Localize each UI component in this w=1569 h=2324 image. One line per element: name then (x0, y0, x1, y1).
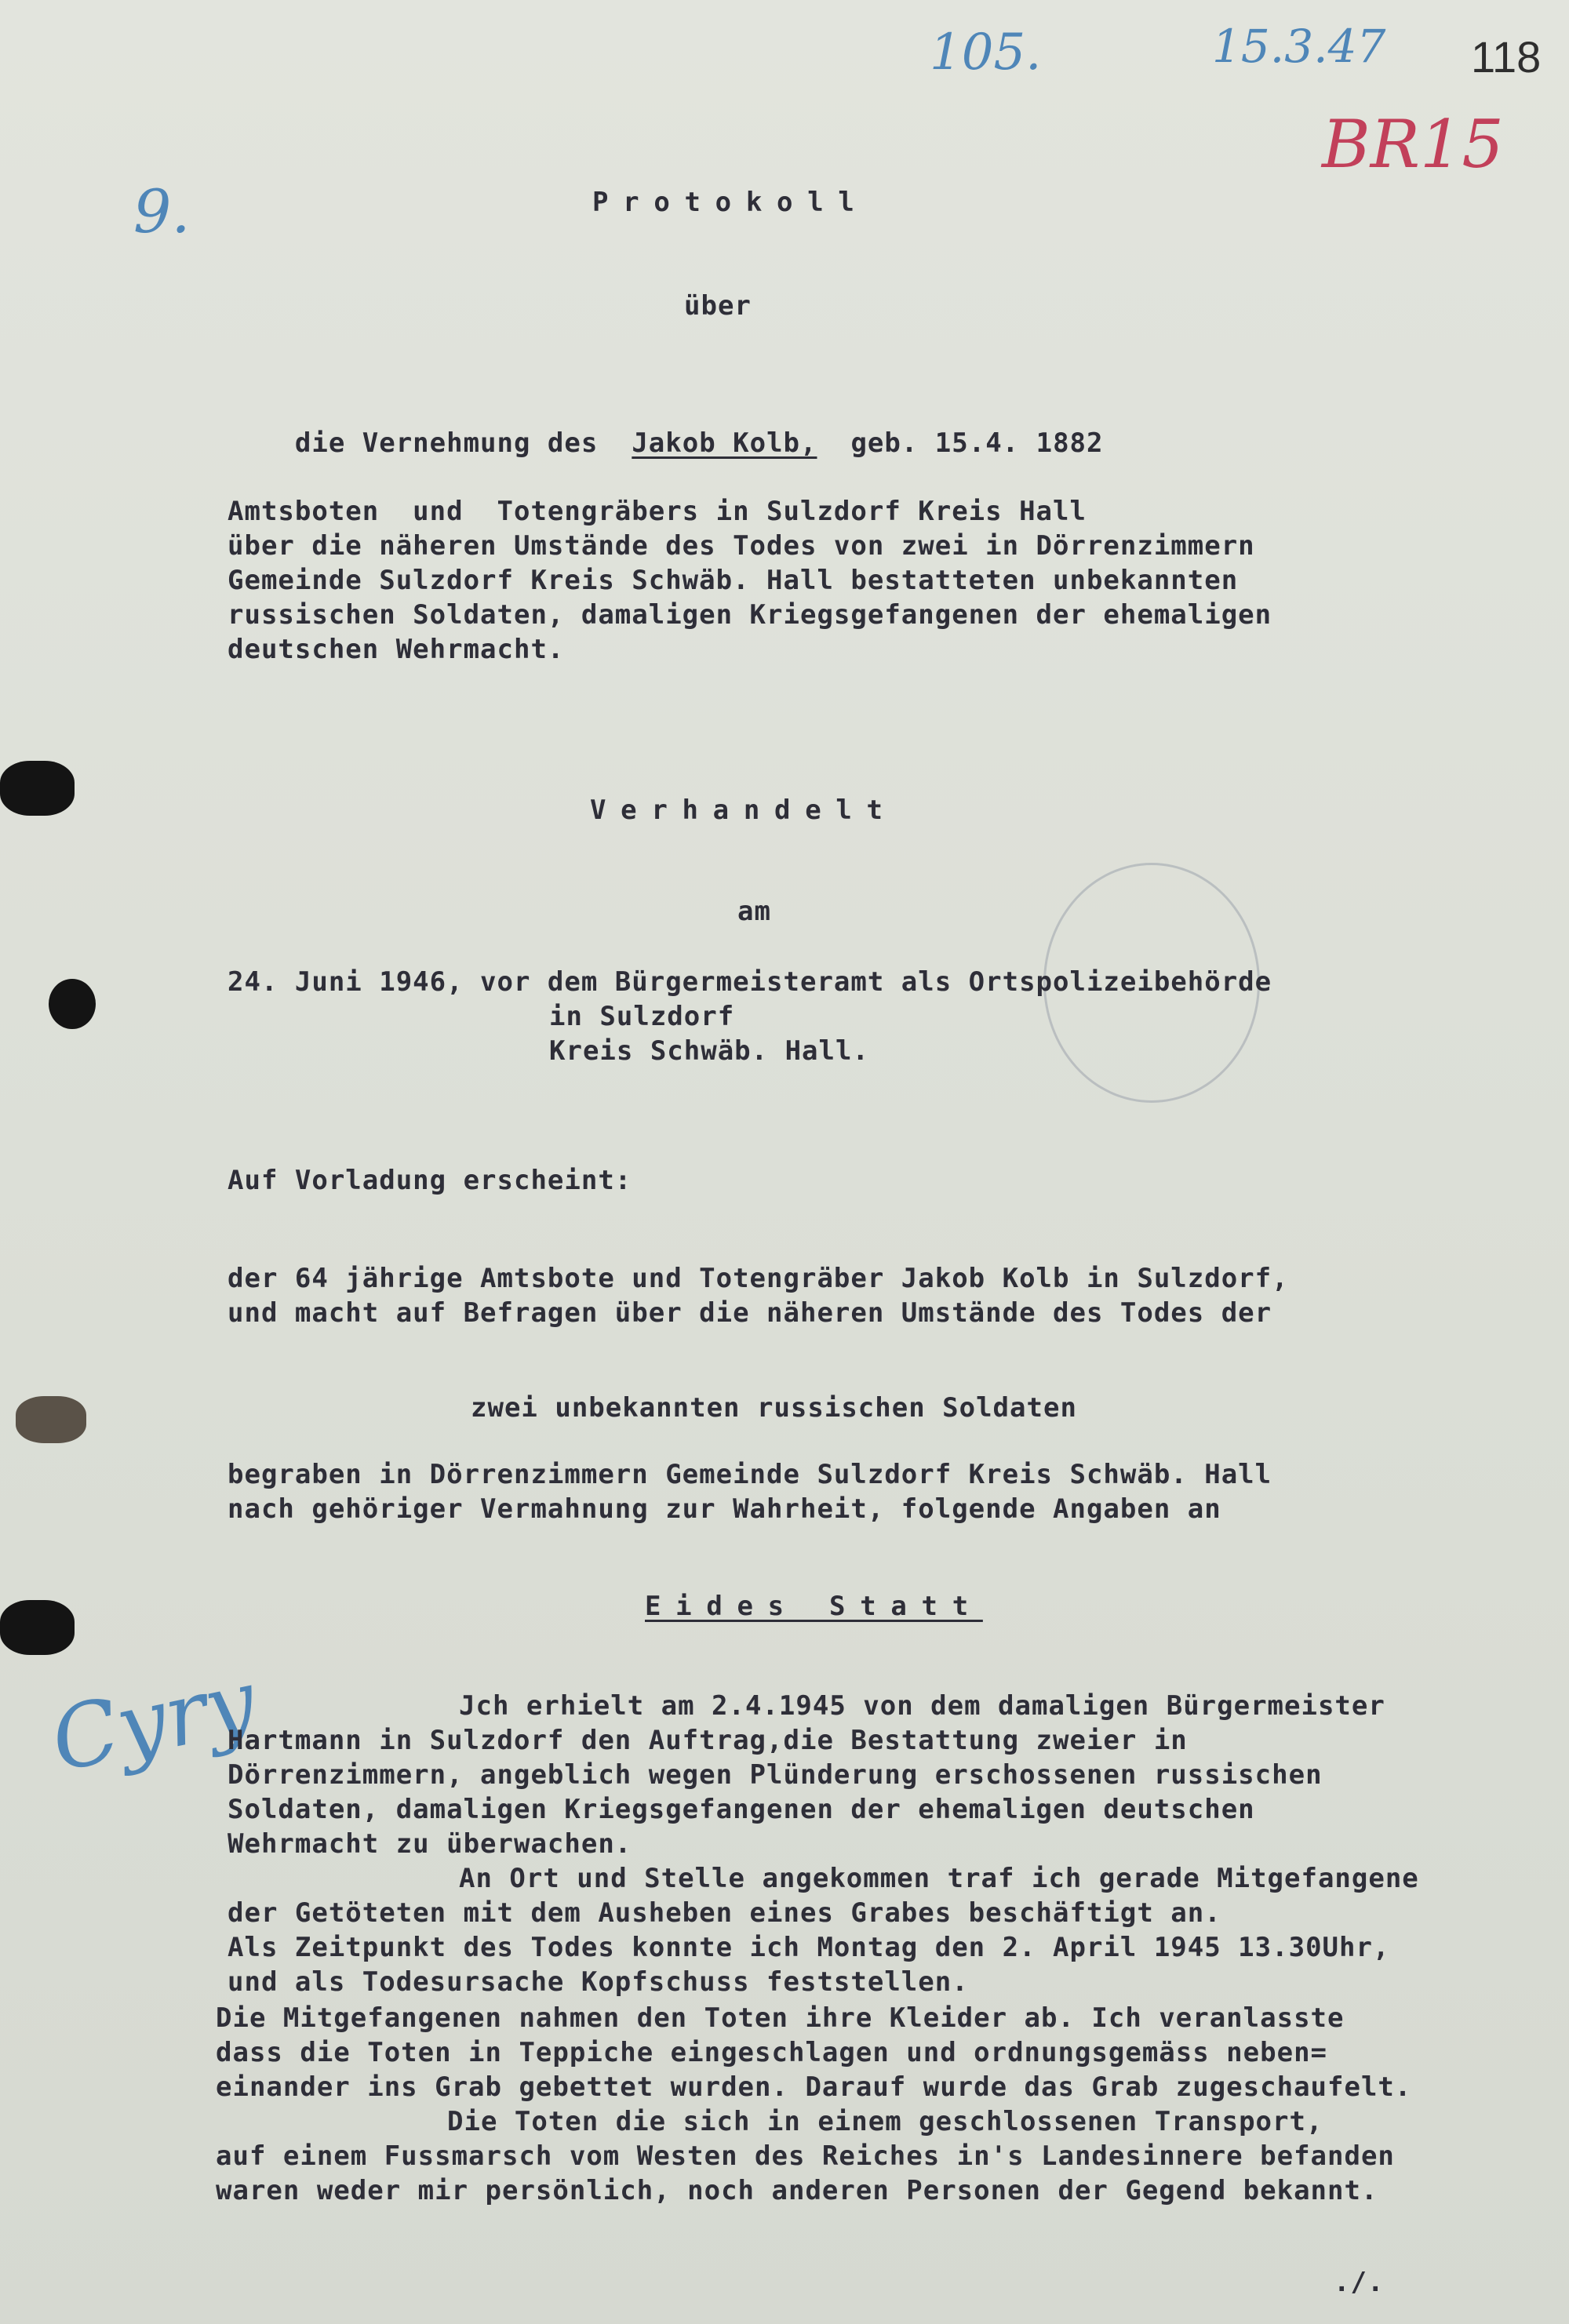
punch-hole-2 (49, 979, 96, 1029)
intro-line: über die näheren Umstände des Todes von zwei in Dörrenzimmern (228, 530, 1255, 562)
statement-line: Dörrenzimmern, angeblich wegen Plünderung erschossenen russischen (228, 1759, 1323, 1791)
intro-line: Gemeinde Sulzdorf Kreis Schwäb. Hall bestatteten unbekannten (228, 565, 1239, 596)
top-number-annotation: 105. (930, 24, 1042, 82)
left-margin-mark: 9. (133, 176, 191, 246)
subject-name: Jakob Kolb, (632, 427, 817, 459)
vorladung-label: Auf Vorladung erscheint: (228, 1165, 632, 1196)
statement-line: der Getöteten mit dem Ausheben eines Grabes beschäftigt an. (228, 1897, 1221, 1929)
punch-hole-4 (0, 1600, 75, 1655)
verhandelt-line: 24. Juni 1946, vor dem Bürgermeisteramt als Ortspolizeibehörde (228, 966, 1272, 998)
intro-line: Amtsboten und Totengräbers in Sulzdorf Kreis Hall (228, 496, 1087, 527)
person-line: der 64 jährige Amtsbote und Totengräber Jakob Kolb in Sulzdorf, (228, 1263, 1289, 1294)
statement-line: Die Toten die sich in einem geschlossenen Transport, (447, 2106, 1323, 2137)
document-title: Protokoll (592, 187, 869, 218)
subject-line (228, 396, 1103, 490)
burial-line: nach gehöriger Vermahnung zur Wahrheit, folgende Angaben an (228, 1493, 1221, 1525)
top-date-annotation: 15.3.47 (1212, 20, 1386, 73)
statement-line: Jch erhielt am 2.4.1945 von dem damaligen Bürgermeister (459, 1690, 1385, 1722)
eides-statt-heading: Eides Statt (645, 1591, 983, 1622)
statement-line: dass die Toten in Teppiche eingeschlagen und ordnungsgemäss neben= (216, 2037, 1328, 2068)
subject-birth: geb. 15.4. 1882 (850, 427, 1104, 459)
statement-line: Die Mitgefangenen nahmen den Toten ihre Kleider ab. Ich veranlasste (216, 2002, 1345, 2034)
statement-line: Wehrmacht zu überwachen. (228, 1828, 632, 1860)
statement-line: An Ort und Stelle angekommen traf ich gerade Mitgefangene (459, 1863, 1419, 1894)
verhandelt-line: in Sulzdorf (549, 1001, 735, 1032)
statement-line: Als Zeitpunkt des Todes konnte ich Montag den 2. April 1945 13.30Uhr, (228, 1932, 1390, 1963)
statement-line: und als Todesursache Kopfschuss feststellen. (228, 1966, 969, 1998)
statement-line: Hartmann in Sulzdorf den Auftrag,die Bestattung zweier in (228, 1725, 1188, 1756)
person-line: und macht auf Befragen über die näheren Umstände des Todes der (228, 1297, 1272, 1329)
intro-line: russischen Soldaten, damaligen Kriegsgefangenen der ehemaligen (228, 599, 1272, 631)
signature: Cyry (42, 1650, 264, 1791)
page-number: 118 (1471, 32, 1542, 82)
soldiers-heading: zwei unbekannten russischen Soldaten (471, 1392, 1077, 1424)
burial-line: begraben in Dörrenzimmern Gemeinde Sulzdorf Kreis Schwäb. Hall (228, 1459, 1272, 1490)
verhandelt-heading: Verhandelt (590, 795, 897, 826)
punch-hole-1 (0, 761, 75, 816)
continuation-mark: ./. (1334, 2267, 1385, 2298)
statement-line: einander ins Grab gebettet wurden. Darauf wurde das Grab zugeschaufelt. (216, 2071, 1412, 2103)
punch-hole-3 (16, 1396, 86, 1443)
subject-prefix: die Vernehmung des (294, 427, 599, 459)
statement-line: waren weder mir persönlich, noch anderen Personen der Gegend bekannt. (216, 2175, 1378, 2206)
statement-line: auf einem Fussmarsch vom Westen des Reiches in's Landesinnere befanden (216, 2140, 1395, 2172)
am-label: am (737, 896, 771, 927)
red-mark: BR15 (1322, 106, 1504, 183)
uber-label: über (684, 290, 752, 322)
verhandelt-line: Kreis Schwäb. Hall. (549, 1035, 869, 1067)
statement-line: Soldaten, damaligen Kriegsgefangenen der ehemaligen deutschen (228, 1794, 1255, 1825)
intro-line: deutschen Wehrmacht. (228, 634, 565, 665)
